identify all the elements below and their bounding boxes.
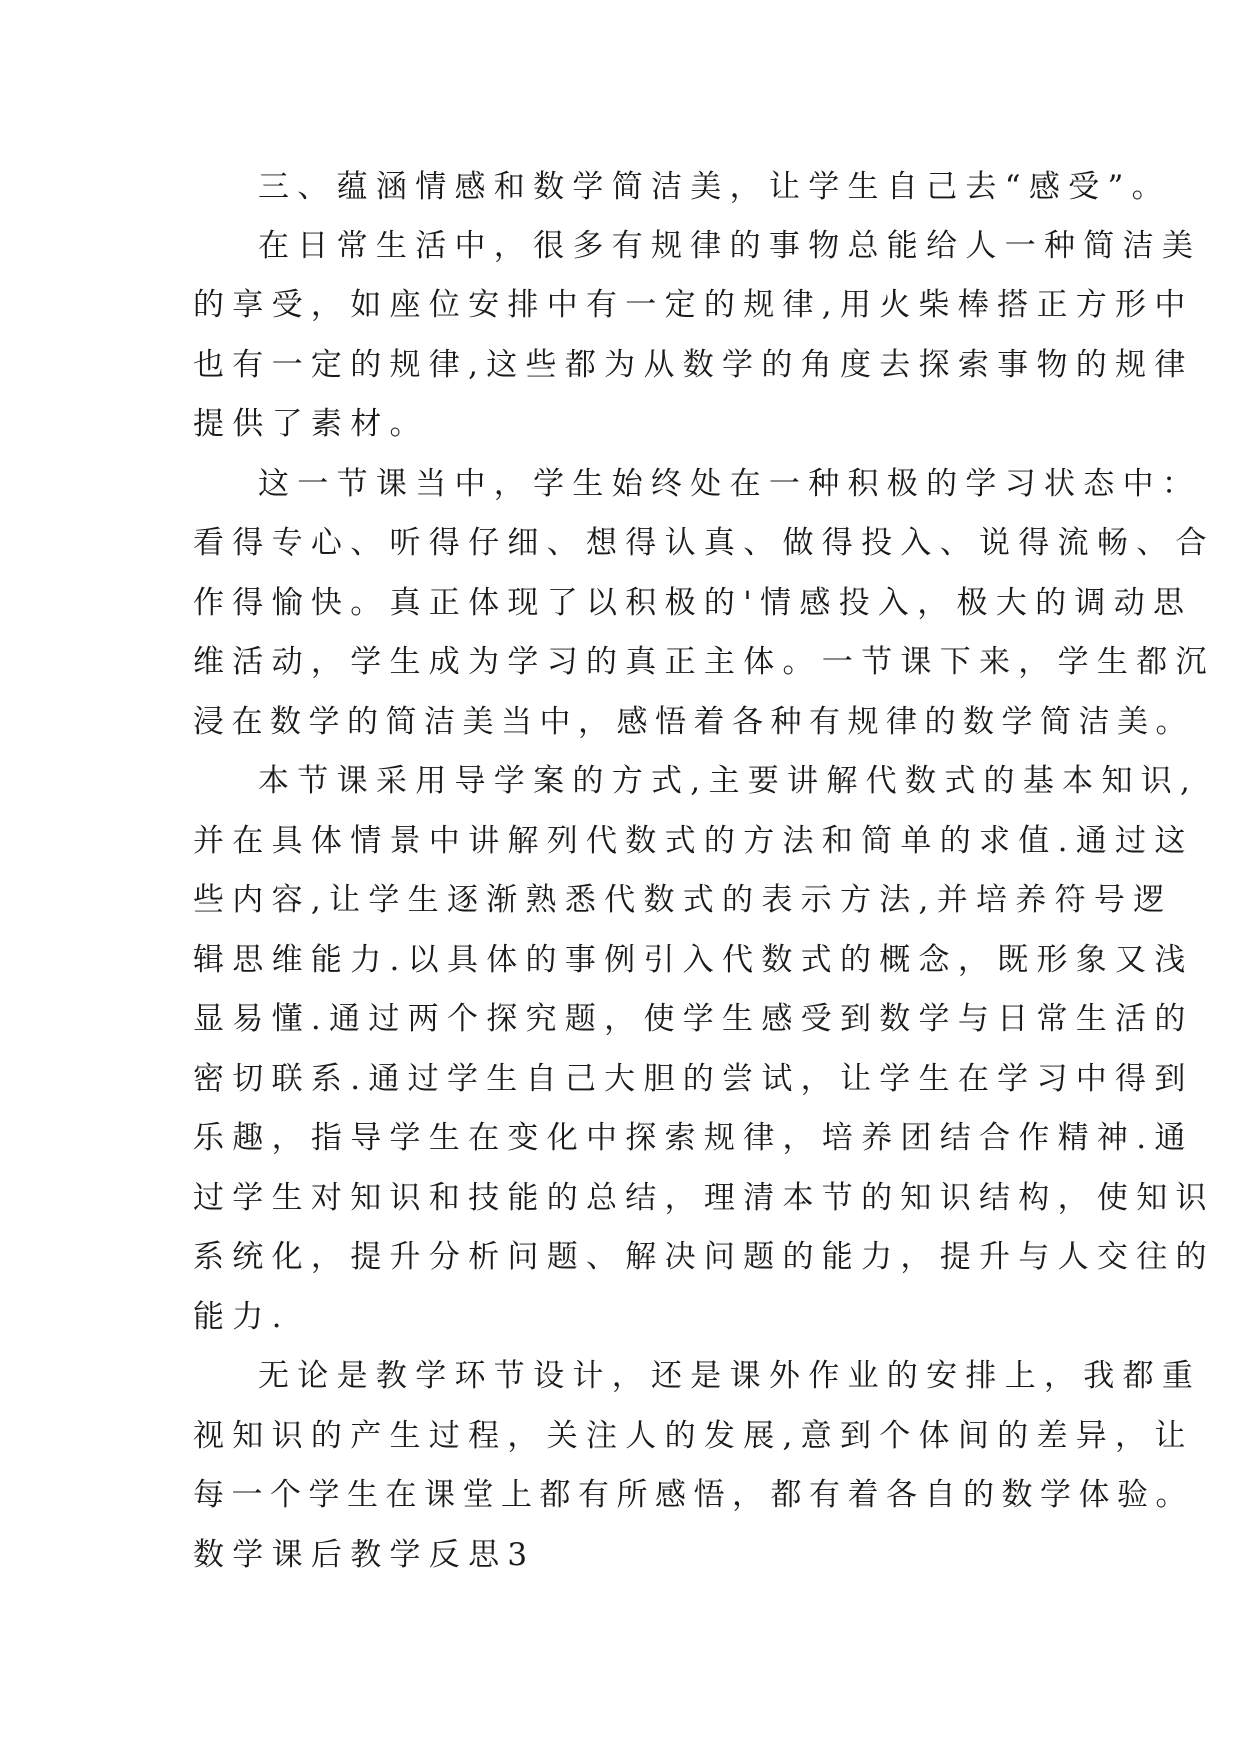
section-heading: 三、蕴涵情感和数学简洁美，让学生自己去“感受”。 — [258, 169, 1171, 205]
paragraph-line: 显易懂.通过两个探究题，使学生感受到数学与日常生活的 — [193, 1001, 1194, 1037]
paragraph-line: 无论是教学环节设计，还是课外作业的安排上，我都重 — [258, 1358, 1202, 1394]
paragraph-line: 本节课采用导学案的方式,主要讲解代数式的基本知识, — [258, 763, 1199, 799]
paragraph-line: 作得愉快。真正体现了以积极的'情感投入，极大的调动思 — [193, 585, 1193, 621]
paragraph-line: 在日常生活中，很多有规律的事物总能给人一种简洁美 — [258, 228, 1202, 264]
paragraph-line: 看得专心、听得仔细、想得认真、做得投入、说得流畅、合 — [193, 525, 1215, 561]
paragraph-line: 能力. — [193, 1299, 290, 1335]
paragraph-line: 提供了素材。 — [193, 406, 429, 442]
paragraph-line: 视知识的产生过程，关注人的发展,意到个体间的差异，让 — [193, 1418, 1194, 1454]
paragraph-line: 系统化，提升分析问题、解决问题的能力，提升与人交往的 — [193, 1239, 1215, 1275]
paragraph-line: 的享受，如座位安排中有一定的规律,用火柴棒搭正方形中 — [193, 287, 1194, 323]
paragraph-line: 浸在数学的简洁美当中，感悟着各种有规律的数学简洁美。 — [193, 704, 1194, 740]
paragraph-line: 乐趣，指导学生在变化中探索规律，培养团结合作精神.通 — [193, 1120, 1194, 1156]
paragraph-line: 并在具体情景中讲解列代数式的方法和简单的求值.通过这 — [193, 823, 1194, 859]
paragraph-line: 这一节课当中，学生始终处在一种积极的学习状态中： — [258, 466, 1202, 502]
paragraph-line: 每一个学生在课堂上都有所感悟，都有着各自的数学体验。 — [193, 1477, 1194, 1513]
paragraph-line: 过学生对知识和技能的总结，理清本节的知识结构，使知识 — [193, 1180, 1215, 1216]
paragraph-line: 也有一定的规律,这些都为从数学的角度去探索事物的规律 — [193, 347, 1194, 383]
document-title: 数学课后教学反思3 — [193, 1537, 536, 1573]
paragraph-line: 些内容,让学生逐渐熟悉代数式的表示方法,并培养符号逻 — [193, 882, 1173, 918]
paragraph-line: 维活动，学生成为学习的真正主体。一节课下来，学生都沉 — [193, 644, 1215, 680]
paragraph-line: 辑思维能力.以具体的事例引入代数式的概念，既形象又浅 — [193, 942, 1194, 978]
paragraph-line: 密切联系.通过学生自己大胆的尝试，让学生在学习中得到 — [193, 1061, 1194, 1097]
